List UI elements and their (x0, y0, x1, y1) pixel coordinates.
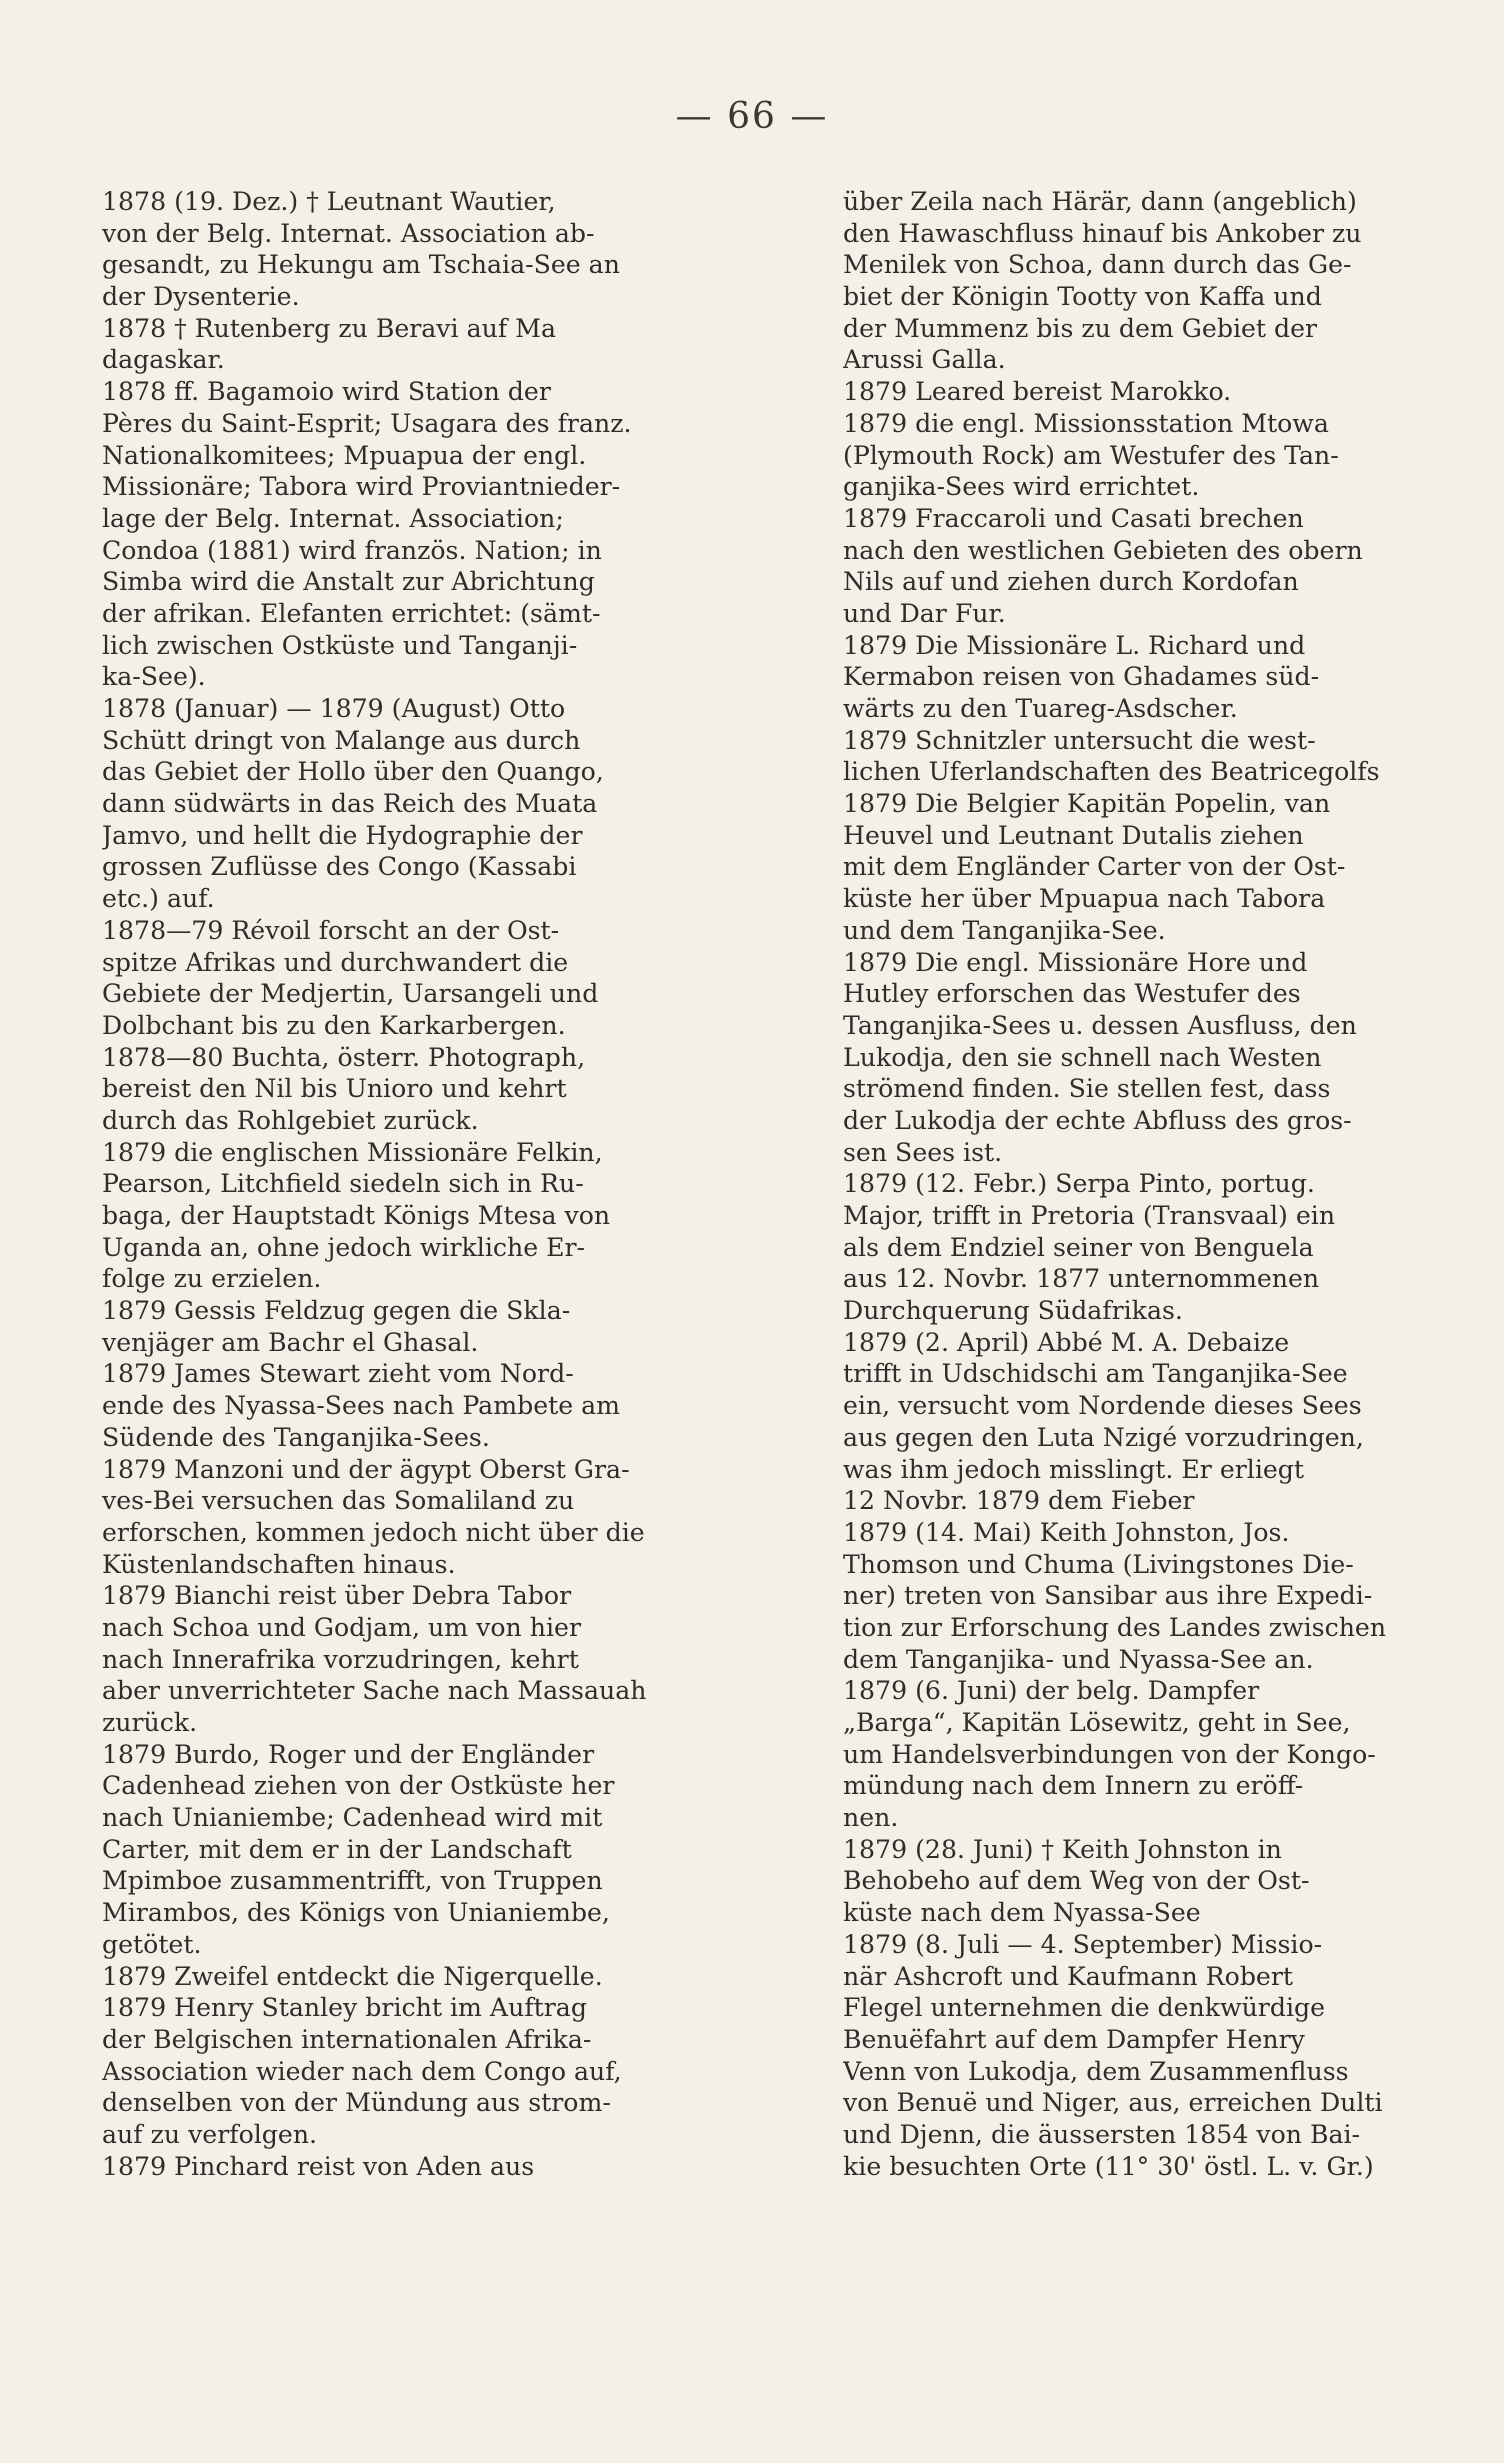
text-line: der Belgischen internationalen Afrika- (102, 2024, 592, 2054)
text-line: der afrikan. Elefanten errichtet: (sämt- (102, 598, 601, 628)
text-line: 1879 James Stewart zieht vom Nord- (102, 1359, 574, 1389)
text-line: 1878—80 Buchta, österr. Photograph, (102, 1042, 586, 1072)
text-line: erforschen, kommen jedoch nicht über die (102, 1517, 645, 1547)
text-line: 1879 Fraccaroli und Casati brechen (843, 503, 1304, 533)
text-line: ves-Bei versuchen das Somaliland zu (102, 1486, 575, 1516)
text-line: Major, trifft in Pretoria (Transvaal) ein (843, 1201, 1336, 1230)
text-line: 1878 † Rutenberg zu Beravi auf Ma (102, 313, 556, 343)
text-line: auf zu verfolgen. (102, 2119, 318, 2149)
text-line: mündung nach dem Innern zu eröff- (843, 1771, 1304, 1801)
text-line: 1879 Pinchard reist von Aden aus (102, 2151, 535, 2181)
text-line: Pearson, Litchfield siedeln sich in Ru- (102, 1169, 584, 1199)
text-line: Cadenhead ziehen von der Ostküste her (102, 1771, 615, 1801)
text-line: Heuvel und Leutnant Dutalis ziehen (843, 820, 1304, 850)
text-line: Association wieder nach dem Congo auf, (102, 2056, 622, 2086)
text-line: wärts zu den Tuareg-Asdscher. (843, 694, 1238, 723)
text-line: Uganda an, ohne jedoch wirkliche Er- (102, 1232, 586, 1262)
text-line: strömend finden. Sie stellen fest, dass (843, 1074, 1331, 1104)
text-line: Flegel unternehmen die denkwürdige (843, 1993, 1326, 2023)
text-line: Condoa (1881) wird französ. Nation; in (102, 535, 602, 565)
text-line: Lukodja, den sie schnell nach Westen (843, 1042, 1322, 1072)
text-line: mit dem Engländer Carter von der Ost- (843, 852, 1346, 882)
text-line: dagaskar. (102, 345, 225, 375)
text-line: „Barga“, Kapitän Lösewitz, geht in See, (843, 1708, 1351, 1737)
text-line: aber unverrichteter Sache nach Massauah (102, 1676, 647, 1706)
left-column (102, 186, 742, 2182)
text-line: 1879 Manzoni und der ägypt Oberst Gra- (102, 1454, 630, 1484)
text-line: Simba wird die Anstalt zur Abrichtung (102, 567, 595, 597)
text-line: Kermabon reisen von Ghadames süd- (843, 662, 1320, 692)
text-line: 1879 Zweifel entdeckt die Nigerquelle. (102, 1961, 603, 1991)
text-line: Benuëfahrt auf dem Dampfer Henry (843, 2024, 1305, 2054)
text-line: folge zu erzielen. (102, 1264, 322, 1294)
text-line: und Djenn, die äussersten 1854 von Bai- (843, 2119, 1361, 2149)
text-line: 1879 die englischen Missionäre Felkin, (102, 1137, 603, 1167)
text-line: Nationalkomitees; Mpuapua der engl. (102, 440, 587, 470)
text-line: tion zur Erforschung des Landes zwischen (843, 1612, 1387, 1642)
text-line: Durchquerung Südafrikas. (843, 1296, 1183, 1326)
text-line: Pères du Saint-Esprit; Usagara des franz. (102, 408, 632, 438)
text-line: etc.) auf. (102, 884, 215, 914)
text-line: Gebiete der Medjertin, Uarsangeli und (102, 979, 599, 1009)
text-line: Südende des Tanganjika-Sees. (102, 1422, 490, 1452)
text-line: von Benuë und Niger, aus, erreichen Dulti (843, 2088, 1383, 2118)
text-line: ka-See). (102, 662, 206, 692)
text-line: lich zwischen Ostküste und Tanganji- (102, 630, 578, 660)
text-line: und dem Tanganjika-See. (843, 915, 1166, 945)
text-line: nach Schoa und Godjam, um von hier (102, 1612, 582, 1642)
text-line: Menilek von Schoa, dann durch das Ge- (843, 250, 1352, 280)
text-line: 1879 Gessis Feldzug gegen die Skla- (102, 1296, 571, 1326)
text-line: när Ashcroft und Kaufmann Robert (843, 1961, 1294, 1991)
text-line: Küstenlandschaften hinaus. (102, 1549, 456, 1579)
text-line: 1879 (28. Juni) † Keith Johnston in (843, 1834, 1282, 1864)
text-line: Tanganjika-Sees u. dessen Ausfluss, den (843, 1010, 1357, 1040)
text-line: getötet. (102, 1929, 202, 1959)
text-line: Schütt dringt von Malange aus durch (102, 725, 581, 755)
text-line: 1879 Schnitzler untersucht die west- (843, 725, 1316, 755)
text-line: (Plymouth Rock) am Westufer des Tan- (843, 440, 1339, 470)
text-line: 1879 Die Belgier Kapitän Popelin, van (843, 789, 1331, 819)
text-line: küste her über Mpuapua nach Tabora (843, 884, 1326, 914)
text-line: nach Unianiembe; Cadenhead wird mit (102, 1803, 603, 1833)
text-line: aus gegen den Luta Nzigé vorzudringen, (843, 1422, 1364, 1452)
text-line: als dem Endziel seiner von Benguela (843, 1232, 1314, 1262)
text-line: der Mummenz bis zu dem Gebiet der (843, 313, 1318, 343)
text-line: sen Sees ist. (843, 1137, 1003, 1167)
text-line: nach Innerafrika vorzudringen, kehrt (102, 1644, 579, 1674)
text-line: Hutley erforschen das Westufer des (843, 979, 1301, 1009)
text-line: lage der Belg. Internat. Association; (102, 503, 564, 533)
text-line: Thomson und Chuma (Livingstones Die- (843, 1549, 1354, 1579)
text-line: 1879 Henry Stanley bricht im Auftrag (102, 1993, 587, 2023)
text-line: 1879 (6. Juni) der belg. Dampfer (843, 1676, 1260, 1706)
text-line: 1879 Burdo, Roger und der Engländer (102, 1739, 595, 1769)
text-line: venjäger am Bachr el Ghasal. (102, 1327, 479, 1357)
text-line: ein, versucht vom Nordende dieses Sees (843, 1391, 1362, 1421)
text-line: lichen Uferlandschaften des Beatricegolfs (843, 757, 1380, 787)
text-line: grossen Zuflüsse des Congo (Kassabi (102, 852, 577, 882)
text-line: bereist den Nil bis Unioro und kehrt (102, 1074, 567, 1104)
text-line: küste nach dem Nyassa-See (843, 1898, 1201, 1928)
text-line: 12 Novbr. 1879 dem Fieber (843, 1486, 1195, 1516)
text-line: durch das Rohlgebiet zurück. (102, 1105, 479, 1135)
text-line: 1878—79 Révoil forscht an der Ost- (102, 915, 560, 945)
text-line: 1879 Die Missionäre L. Richard und (843, 630, 1306, 660)
text-line: 1879 Leared bereist Marokko. (843, 377, 1232, 407)
text-line: zurück. (102, 1708, 198, 1737)
text-line: Mpimboe zusammentrifft, von Truppen (102, 1866, 603, 1896)
text-line: ner) treten von Sansibar aus ihre Expedi- (843, 1581, 1373, 1611)
text-line: 1878 (Januar) — 1879 (August) Otto (102, 694, 566, 723)
text-line: 1879 (2. April) Abbé M. A. Debaize (843, 1327, 1290, 1357)
text-line: Mirambos, des Königs von Unianiembe, (102, 1898, 610, 1928)
text-line: nen. (843, 1803, 899, 1833)
text-line: Venn von Lukodja, dem Zusammenfluss (843, 2056, 1349, 2086)
text-line: 1879 (14. Mai) Keith Johnston, Jos. (843, 1517, 1290, 1547)
text-line: von der Belg. Internat. Association ab- (102, 218, 595, 248)
text-line: und Dar Fur. (843, 598, 1006, 628)
text-line: den Hawaschfluss hinauf bis Ankober zu (843, 218, 1362, 248)
text-line: 1878 ff. Bagamoio wird Station der (102, 377, 551, 407)
text-line: aus 12. Novbr. 1877 unternommenen (843, 1264, 1320, 1294)
text-line: Dolbchant bis zu den Karkarbergen. (102, 1010, 566, 1040)
text-line: das Gebiet der Hollo über den Quango, (102, 757, 604, 787)
text-line: baga, der Hauptstadt Königs Mtesa von (102, 1201, 611, 1230)
text-line: trifft in Udschidschi am Tanganjika-See (843, 1359, 1348, 1389)
text-line: über Zeila nach Härär, dann (angeblich) (843, 187, 1357, 216)
text-line: dem Tanganjika- und Nyassa-See an. (843, 1644, 1314, 1674)
text-line: Arussi Galla. (843, 345, 1006, 375)
page-number: — 66 — (675, 96, 829, 137)
text-line: ganjika-Sees wird errichtet. (843, 472, 1200, 502)
text-line: biet der Königin Tootty von Kaffa und (843, 282, 1322, 312)
text-line: nach den westlichen Gebieten des obern (843, 535, 1363, 565)
text-line: denselben von der Mündung aus strom- (102, 2088, 611, 2118)
text-line: um Handelsverbindungen von der Kongo- (843, 1739, 1376, 1769)
text-line: Jamvo, und hellt die Hydographie der (102, 820, 583, 850)
text-line: Carter, mit dem er in der Landschaft (102, 1834, 572, 1864)
right-column (843, 186, 1448, 2182)
text-line: der Lukodja der echte Abfluss des gros- (843, 1105, 1352, 1135)
text-line: kie besuchten Orte (11° 30' östl. L. v. Gr.) (843, 2151, 1374, 2181)
text-line: 1879 (12. Febr.) Serpa Pinto, portug. (843, 1169, 1315, 1199)
text-line: dann südwärts in das Reich des Muata (102, 789, 598, 819)
text-line: Missionäre; Tabora wird Proviantnieder- (102, 472, 621, 502)
text-line: 1879 die engl. Missionsstation Mtowa (843, 408, 1329, 438)
text-line: ende des Nyassa-Sees nach Pambete am (102, 1391, 621, 1421)
text-line: 1878 (19. Dez.) † Leutnant Wautier, (102, 187, 556, 216)
text-line: Nils auf und ziehen durch Kordofan (843, 567, 1299, 597)
text-line: 1879 Die engl. Missionäre Hore und (843, 947, 1308, 977)
text-line: der Dysenterie. (102, 282, 300, 312)
text-line: was ihm jedoch misslingt. Er erliegt (843, 1454, 1305, 1484)
text-line: gesandt, zu Hekungu am Tschaia-See an (102, 250, 620, 280)
text-line: spitze Afrikas und durchwandert die (102, 947, 569, 977)
text-line: 1879 (8. Juli — 4. September) Missio- (843, 1929, 1323, 1959)
text-line: Behobeho auf dem Weg von der Ost- (843, 1866, 1310, 1896)
text-line: 1879 Bianchi reist über Debra Tabor (102, 1581, 572, 1611)
